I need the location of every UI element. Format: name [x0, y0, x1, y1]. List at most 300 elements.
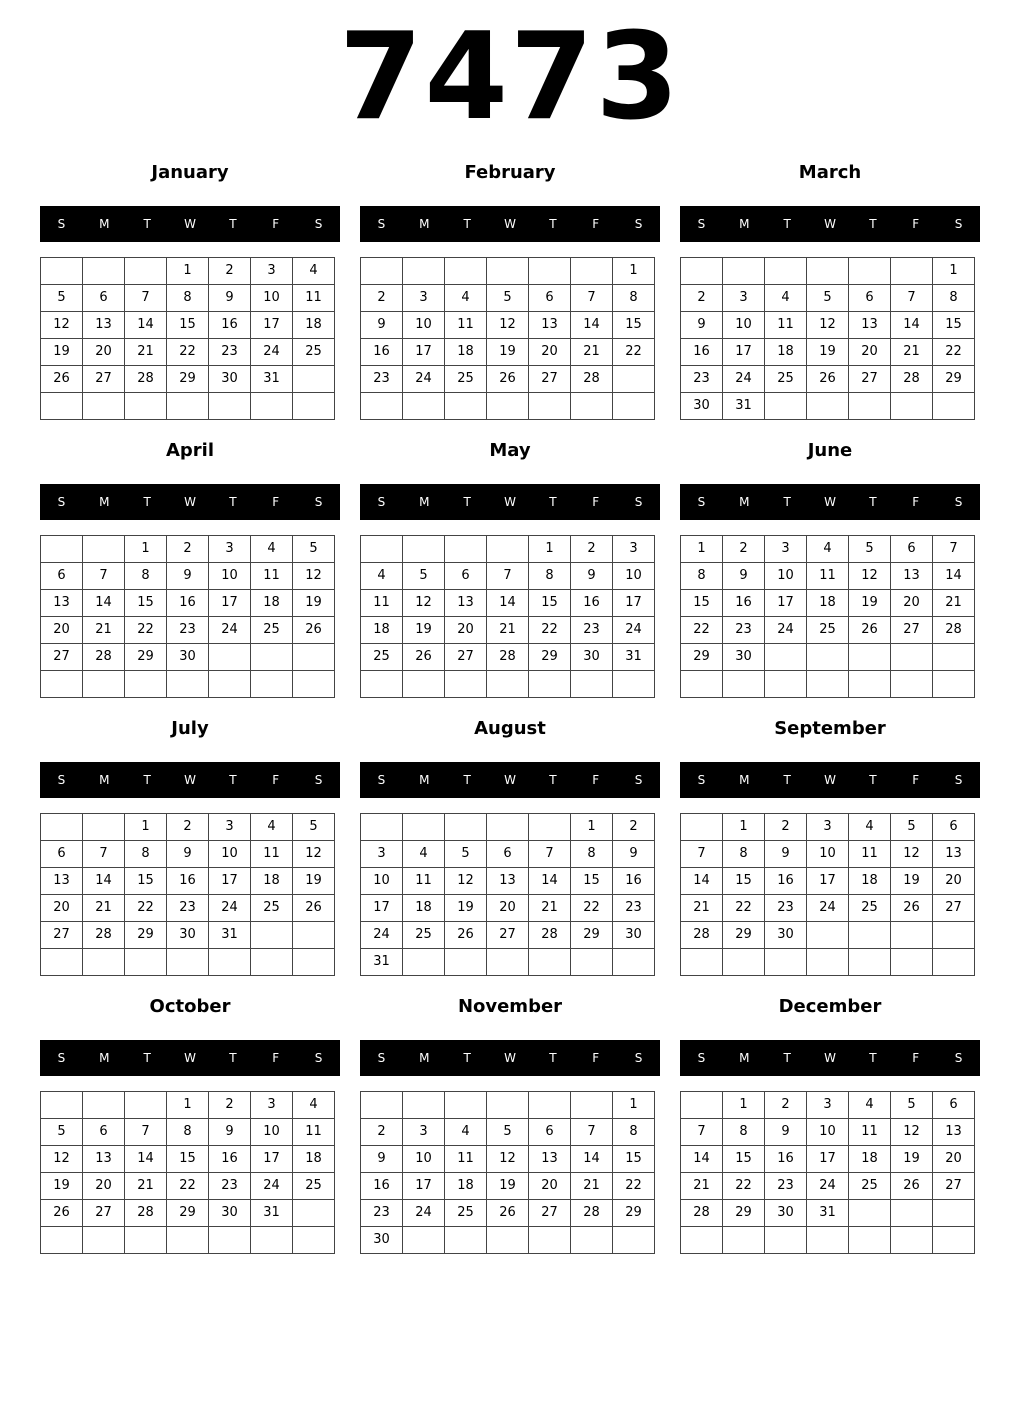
day-cell: 17	[765, 590, 807, 617]
weekday-label: M	[99, 217, 110, 231]
day-cell: 5	[445, 841, 487, 868]
day-cell: 28	[681, 922, 723, 949]
day-cell	[891, 1200, 933, 1227]
day-cell: 17	[403, 339, 445, 366]
day-cell	[293, 671, 335, 698]
month-title: September	[774, 718, 886, 739]
day-cell: 27	[41, 922, 83, 949]
week-row	[41, 922, 335, 949]
week-row	[361, 258, 655, 285]
day-cell	[403, 1227, 445, 1254]
day-cell	[529, 1092, 571, 1119]
day-cell: 27	[529, 1200, 571, 1227]
day-cell: 16	[167, 590, 209, 617]
week-row	[361, 1092, 655, 1119]
day-cell: 9	[167, 841, 209, 868]
month-title: July	[171, 718, 209, 739]
day-cell: 20	[529, 1173, 571, 1200]
day-cell	[251, 1227, 293, 1254]
day-cell	[361, 814, 403, 841]
day-cell	[209, 949, 251, 976]
weekday-label: S	[634, 217, 643, 231]
day-cell: 3	[807, 814, 849, 841]
day-cell: 21	[83, 895, 125, 922]
day-cell: 27	[933, 1173, 975, 1200]
day-cell: 6	[849, 285, 891, 312]
month-title: November	[457, 996, 563, 1017]
weekday-label: T	[143, 1051, 151, 1065]
day-cell: 6	[529, 1119, 571, 1146]
week-row	[361, 339, 655, 366]
month-title: January	[151, 162, 229, 183]
day-cell: 25	[293, 339, 335, 366]
day-cell: 8	[125, 841, 167, 868]
day-cell	[125, 393, 167, 420]
day-cell	[891, 258, 933, 285]
week-row	[41, 868, 335, 895]
weekday-label: W	[504, 1051, 516, 1065]
day-cell	[571, 258, 613, 285]
weekday-label: S	[57, 1051, 66, 1065]
day-cell: 20	[933, 868, 975, 895]
day-cell: 10	[403, 312, 445, 339]
day-cell	[765, 671, 807, 698]
day-cell: 26	[41, 1200, 83, 1227]
day-cell: 13	[529, 1146, 571, 1173]
weekday-label: S	[377, 495, 386, 509]
day-cell	[445, 393, 487, 420]
day-cell	[251, 644, 293, 671]
day-cell	[487, 536, 529, 563]
day-cell	[293, 393, 335, 420]
day-cell: 31	[209, 922, 251, 949]
day-cell	[403, 814, 445, 841]
day-cell: 1	[167, 1092, 209, 1119]
day-cell: 2	[723, 536, 765, 563]
day-cell: 29	[723, 922, 765, 949]
day-cell: 1	[125, 536, 167, 563]
day-cell: 29	[125, 922, 167, 949]
day-grid	[360, 257, 655, 420]
day-cell: 4	[251, 536, 293, 563]
weekday-label: S	[634, 773, 643, 787]
day-cell: 2	[765, 814, 807, 841]
day-cell: 10	[361, 868, 403, 895]
day-cell: 3	[807, 1092, 849, 1119]
day-cell	[445, 536, 487, 563]
day-cell: 25	[849, 895, 891, 922]
week-row	[361, 590, 655, 617]
day-cell: 26	[293, 617, 335, 644]
weekday-label: M	[419, 1051, 430, 1065]
day-cell: 23	[167, 895, 209, 922]
day-cell: 15	[681, 590, 723, 617]
day-cell: 27	[445, 644, 487, 671]
day-cell	[933, 1227, 975, 1254]
week-row	[361, 1173, 655, 1200]
day-cell	[933, 671, 975, 698]
day-cell: 6	[83, 1119, 125, 1146]
day-cell	[41, 536, 83, 563]
day-cell: 22	[125, 617, 167, 644]
day-cell: 9	[209, 285, 251, 312]
day-cell: 13	[41, 868, 83, 895]
day-cell: 4	[403, 841, 445, 868]
week-row	[361, 814, 655, 841]
week-row	[41, 1146, 335, 1173]
weekday-label: T	[783, 495, 791, 509]
day-cell: 7	[933, 536, 975, 563]
day-cell: 15	[125, 590, 167, 617]
weekday-label: W	[824, 217, 836, 231]
weekday-label: W	[504, 217, 516, 231]
day-cell: 30	[571, 644, 613, 671]
day-cell: 29	[571, 922, 613, 949]
day-cell: 21	[125, 339, 167, 366]
weekday-label: T	[783, 217, 791, 231]
week-row	[41, 339, 335, 366]
day-cell: 16	[209, 1146, 251, 1173]
day-cell: 20	[891, 590, 933, 617]
day-cell	[933, 949, 975, 976]
weekday-label: T	[783, 773, 791, 787]
weekday-label: S	[377, 1051, 386, 1065]
week-row	[41, 814, 335, 841]
day-cell: 10	[251, 1119, 293, 1146]
day-cell: 19	[293, 590, 335, 617]
day-cell: 25	[807, 617, 849, 644]
day-cell	[361, 1092, 403, 1119]
weekday-label: F	[592, 217, 600, 231]
day-cell: 8	[681, 563, 723, 590]
week-row	[681, 393, 975, 420]
day-cell	[83, 393, 125, 420]
day-cell	[487, 1092, 529, 1119]
day-cell: 19	[41, 339, 83, 366]
month-title: June	[807, 440, 853, 461]
day-cell	[445, 671, 487, 698]
day-cell: 21	[681, 895, 723, 922]
day-cell	[723, 258, 765, 285]
weekday-label: F	[592, 495, 600, 509]
day-cell: 13	[849, 312, 891, 339]
day-cell: 1	[613, 1092, 655, 1119]
week-row	[361, 536, 655, 563]
day-cell: 6	[41, 841, 83, 868]
day-cell: 14	[83, 868, 125, 895]
day-cell: 5	[41, 1119, 83, 1146]
weekday-label: F	[912, 495, 920, 509]
day-grid	[360, 535, 655, 698]
weekday-label: T	[869, 495, 877, 509]
weekday-header	[40, 762, 340, 798]
day-cell	[529, 671, 571, 698]
day-cell: 17	[613, 590, 655, 617]
weekday-label: M	[99, 1051, 110, 1065]
day-cell	[83, 671, 125, 698]
day-grid	[40, 257, 335, 420]
day-cell: 28	[83, 922, 125, 949]
day-cell	[681, 814, 723, 841]
day-cell: 26	[891, 895, 933, 922]
day-cell: 18	[361, 617, 403, 644]
day-cell: 2	[209, 1092, 251, 1119]
weekday-label: T	[143, 217, 151, 231]
day-cell: 6	[487, 841, 529, 868]
day-cell: 9	[571, 563, 613, 590]
weekday-label: F	[272, 773, 280, 787]
week-row	[41, 1092, 335, 1119]
week-row	[41, 1173, 335, 1200]
weekday-label: W	[184, 773, 196, 787]
day-cell: 25	[361, 644, 403, 671]
day-cell	[125, 671, 167, 698]
day-cell: 12	[293, 563, 335, 590]
day-cell: 10	[209, 841, 251, 868]
week-row	[681, 814, 975, 841]
week-row	[681, 617, 975, 644]
day-cell	[933, 393, 975, 420]
day-cell: 10	[765, 563, 807, 590]
day-cell: 11	[765, 312, 807, 339]
day-cell: 2	[571, 536, 613, 563]
day-cell	[83, 536, 125, 563]
weekday-header	[680, 762, 980, 798]
day-cell	[125, 258, 167, 285]
day-cell: 13	[83, 1146, 125, 1173]
day-cell: 20	[83, 1173, 125, 1200]
day-cell: 1	[723, 814, 765, 841]
day-cell: 18	[849, 868, 891, 895]
day-cell: 6	[529, 285, 571, 312]
day-cell	[167, 1227, 209, 1254]
day-cell	[681, 671, 723, 698]
day-cell: 8	[167, 1119, 209, 1146]
day-cell: 29	[681, 644, 723, 671]
day-cell: 27	[933, 895, 975, 922]
month-title: February	[464, 162, 556, 183]
day-cell: 25	[445, 1200, 487, 1227]
day-cell	[445, 258, 487, 285]
day-cell: 3	[765, 536, 807, 563]
day-cell	[681, 949, 723, 976]
day-cell: 28	[571, 1200, 613, 1227]
week-row	[681, 339, 975, 366]
day-cell: 23	[765, 1173, 807, 1200]
weekday-label: T	[463, 1051, 471, 1065]
day-cell	[849, 949, 891, 976]
day-cell: 28	[125, 1200, 167, 1227]
day-cell: 5	[849, 536, 891, 563]
day-cell: 26	[891, 1173, 933, 1200]
day-cell: 20	[41, 895, 83, 922]
day-cell: 21	[125, 1173, 167, 1200]
day-cell: 11	[251, 841, 293, 868]
day-cell: 5	[403, 563, 445, 590]
week-row	[361, 1200, 655, 1227]
day-cell	[849, 258, 891, 285]
weekday-label: S	[634, 1051, 643, 1065]
day-cell	[933, 644, 975, 671]
day-cell	[125, 949, 167, 976]
weekday-label: W	[184, 1051, 196, 1065]
day-cell: 27	[41, 644, 83, 671]
day-cell: 8	[723, 1119, 765, 1146]
week-row	[361, 366, 655, 393]
weekday-header	[40, 484, 340, 520]
day-cell: 11	[445, 1146, 487, 1173]
day-cell: 17	[209, 590, 251, 617]
day-cell: 2	[167, 814, 209, 841]
day-cell: 18	[445, 339, 487, 366]
weekday-label: T	[143, 773, 151, 787]
day-cell: 5	[807, 285, 849, 312]
year-title: 7473	[339, 8, 681, 147]
day-cell: 20	[445, 617, 487, 644]
day-cell: 28	[529, 922, 571, 949]
day-cell: 24	[765, 617, 807, 644]
day-cell: 25	[293, 1173, 335, 1200]
day-cell: 21	[681, 1173, 723, 1200]
day-cell: 15	[125, 868, 167, 895]
day-cell	[445, 814, 487, 841]
day-cell: 9	[765, 1119, 807, 1146]
day-cell: 19	[293, 868, 335, 895]
day-cell: 8	[613, 1119, 655, 1146]
day-cell	[361, 393, 403, 420]
weekday-label: F	[592, 773, 600, 787]
day-cell: 1	[681, 536, 723, 563]
day-cell: 30	[167, 922, 209, 949]
weekday-label: M	[419, 217, 430, 231]
weekday-label: T	[463, 495, 471, 509]
day-cell	[41, 258, 83, 285]
day-cell	[403, 536, 445, 563]
weekday-header	[360, 484, 660, 520]
day-cell: 18	[403, 895, 445, 922]
day-cell: 30	[209, 1200, 251, 1227]
day-cell: 2	[361, 1119, 403, 1146]
day-cell	[487, 671, 529, 698]
day-cell: 2	[613, 814, 655, 841]
day-cell: 28	[681, 1200, 723, 1227]
day-cell: 24	[209, 895, 251, 922]
week-row	[361, 1146, 655, 1173]
week-row	[361, 1119, 655, 1146]
week-row	[681, 1173, 975, 1200]
day-cell: 29	[933, 366, 975, 393]
week-row	[681, 536, 975, 563]
day-cell: 6	[41, 563, 83, 590]
day-cell: 11	[361, 590, 403, 617]
day-cell: 4	[293, 258, 335, 285]
day-cell: 26	[41, 366, 83, 393]
day-cell: 17	[807, 868, 849, 895]
weekday-label: M	[739, 1051, 750, 1065]
day-cell	[765, 1227, 807, 1254]
day-grid	[40, 535, 335, 698]
weekday-label: S	[697, 773, 706, 787]
day-cell: 28	[891, 366, 933, 393]
weekday-label: F	[272, 217, 280, 231]
day-cell: 11	[251, 563, 293, 590]
weekday-label: W	[184, 217, 196, 231]
day-cell	[849, 922, 891, 949]
day-cell: 6	[445, 563, 487, 590]
day-cell: 7	[681, 841, 723, 868]
day-cell: 10	[251, 285, 293, 312]
day-cell: 9	[681, 312, 723, 339]
day-cell	[891, 671, 933, 698]
day-cell: 10	[807, 841, 849, 868]
weekday-label: T	[549, 1051, 557, 1065]
week-row	[361, 949, 655, 976]
week-row	[681, 366, 975, 393]
day-cell	[765, 393, 807, 420]
month-title: May	[489, 440, 531, 461]
week-row	[41, 671, 335, 698]
day-cell: 7	[571, 285, 613, 312]
day-cell: 9	[723, 563, 765, 590]
day-cell	[891, 644, 933, 671]
day-cell: 4	[293, 1092, 335, 1119]
day-cell: 13	[933, 841, 975, 868]
day-cell: 24	[723, 366, 765, 393]
day-cell: 14	[891, 312, 933, 339]
day-cell	[765, 258, 807, 285]
day-cell	[445, 1227, 487, 1254]
weekday-label: F	[912, 773, 920, 787]
day-cell	[849, 393, 891, 420]
weekday-header	[360, 762, 660, 798]
day-cell	[891, 922, 933, 949]
day-cell	[361, 258, 403, 285]
day-cell: 9	[361, 312, 403, 339]
day-cell: 20	[849, 339, 891, 366]
day-cell	[41, 393, 83, 420]
day-cell: 22	[167, 1173, 209, 1200]
weekday-label: W	[184, 495, 196, 509]
day-cell	[293, 644, 335, 671]
weekday-label: M	[419, 495, 430, 509]
day-cell: 24	[403, 366, 445, 393]
day-cell: 4	[445, 1119, 487, 1146]
day-cell: 30	[209, 366, 251, 393]
day-cell: 16	[361, 1173, 403, 1200]
day-cell	[167, 393, 209, 420]
day-cell	[807, 671, 849, 698]
day-cell	[41, 814, 83, 841]
day-cell: 26	[807, 366, 849, 393]
weekday-label: T	[463, 217, 471, 231]
day-cell: 4	[807, 536, 849, 563]
week-row	[681, 1119, 975, 1146]
day-cell	[83, 949, 125, 976]
day-cell: 30	[765, 1200, 807, 1227]
day-cell: 18	[251, 868, 293, 895]
day-cell: 16	[209, 312, 251, 339]
week-row	[361, 312, 655, 339]
day-cell: 14	[83, 590, 125, 617]
day-cell: 30	[167, 644, 209, 671]
day-cell: 18	[293, 312, 335, 339]
day-cell: 9	[167, 563, 209, 590]
day-cell: 5	[891, 1092, 933, 1119]
day-cell: 21	[933, 590, 975, 617]
day-cell: 1	[529, 536, 571, 563]
day-cell: 27	[529, 366, 571, 393]
weekday-header	[680, 1040, 980, 1076]
